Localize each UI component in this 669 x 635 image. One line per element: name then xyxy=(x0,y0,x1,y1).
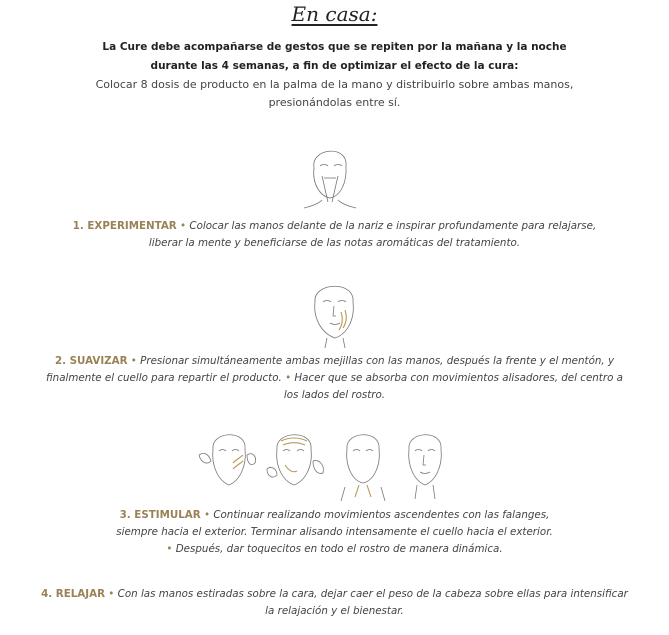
step-4-text-line-2: la relajación y el bienestar. xyxy=(265,605,404,617)
step-2-text-line-2a: finalmente el cuello para repartir el producto. xyxy=(46,372,282,384)
step-2-text-line-1: Presionar simultáneamente ambas mejillas con las manos, después la frente y el mentón, y xyxy=(140,355,615,367)
bullet-dot: • xyxy=(203,509,211,521)
step-4-number: 4. RELAJAR xyxy=(41,588,106,600)
step-3-text-line-1: Continuar realizando movimientos ascendentes con las falanges, xyxy=(213,509,550,521)
intro-bold-line-2: durante las 4 semanas, a fin de optimizar el efecto de la cura: xyxy=(150,60,519,72)
step-2-text-line-2b: Hacer que se absorba con movimientos alisadores, del centro a xyxy=(294,372,623,384)
step-1-number: 1. EXPERIMENTAR xyxy=(72,220,177,232)
step-1-text-line-2: liberar la mente y beneficiarse de las notas aromáticas del tratamiento. xyxy=(148,237,521,249)
face-hands-nose-illustration xyxy=(300,138,360,210)
intro-line-4: presionándolas entre sí. xyxy=(268,96,401,109)
bullet-dot: • xyxy=(130,355,137,367)
intro-line-3: Colocar 8 dosis de producto en la palma de la mano y distribuirlo sobre ambas manos, xyxy=(95,78,574,91)
page-title: En casa: xyxy=(291,2,378,26)
step-2-text-line-3: los lados del rostro. xyxy=(283,389,386,401)
bullet-dot: • xyxy=(285,372,292,384)
bullet-dot: • xyxy=(180,220,187,232)
step-1 xyxy=(0,218,669,252)
step-3-text-line-2: siempre hacia el exterior. Terminar alisando intensamente el cuello hacia el exterior. xyxy=(116,526,553,538)
face-cheeks-illustration xyxy=(305,276,365,348)
four-faces-stimulate-illustration xyxy=(195,425,455,503)
step-4 xyxy=(0,586,669,620)
bullet-dot: • xyxy=(166,543,173,555)
step-4-text-line-1: Con las manos estiradas sobre la cara, dejar caer el peso de la cabeza sobre ellas para intensificar xyxy=(117,588,628,600)
bullet-dot: • xyxy=(108,588,115,600)
step-1-text-line-1: Colocar las manos delante de la nariz e inspirar profundamente para relajarse, xyxy=(189,220,597,232)
step-3-number: 3. ESTIMULAR xyxy=(119,509,201,521)
intro-bold-line-1: La Cure debe acompañarse de gestos que se repiten por la mañana y la noche xyxy=(102,41,567,53)
step-3-text-line-3: Después, dar toquecitos en todo el rostro de manera dinámica. xyxy=(175,543,503,555)
step-3 xyxy=(0,507,669,558)
step-2 xyxy=(0,353,669,404)
step-2-number: 2. SUAVIZAR xyxy=(54,355,128,367)
